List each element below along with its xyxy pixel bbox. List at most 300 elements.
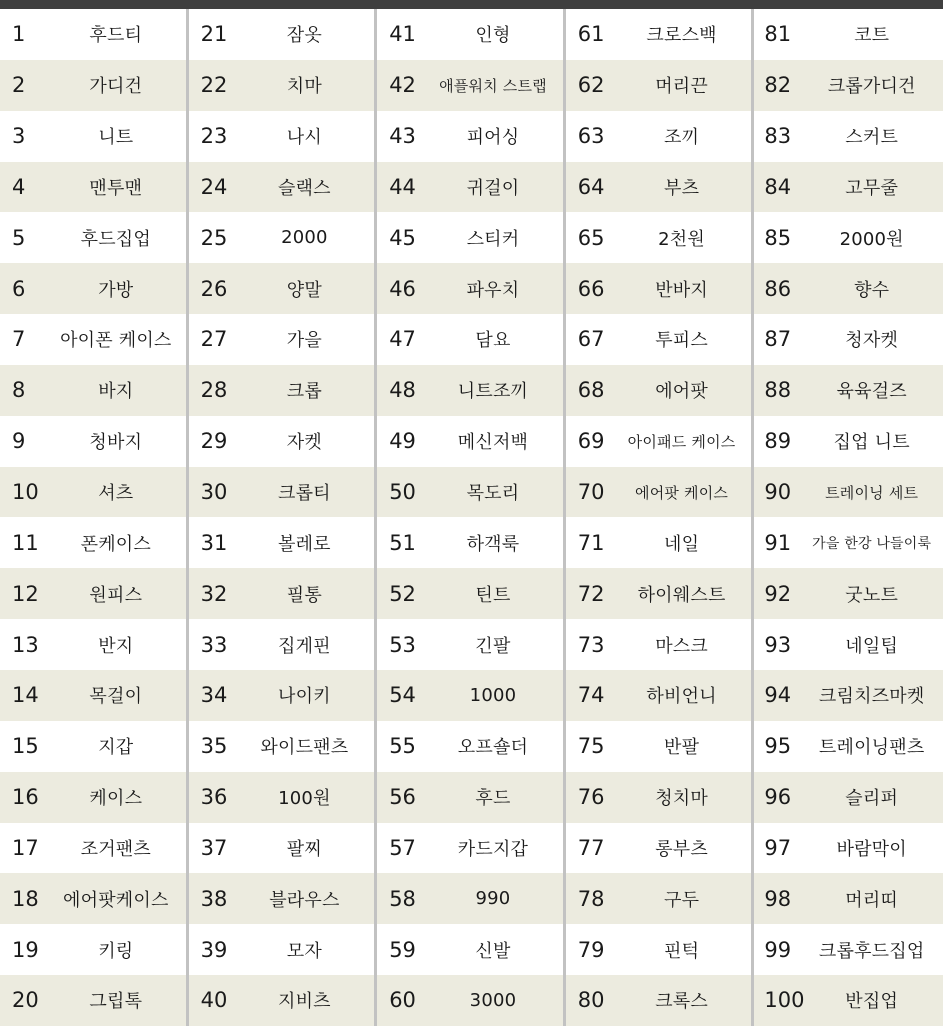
rank-number: 44 <box>389 174 416 199</box>
rank-number: 17 <box>12 835 39 860</box>
rank-number: 42 <box>389 73 416 98</box>
rank-number: 99 <box>764 937 792 962</box>
table-row <box>377 975 563 1026</box>
keyword-label: 피어싱 <box>466 127 520 149</box>
rank-number: 31 <box>200 530 228 555</box>
keyword-label: 하객룩 <box>466 533 520 555</box>
table-row <box>566 314 752 365</box>
ranking-column-2 <box>189 9 378 1026</box>
keyword-label: 2000 <box>281 227 328 249</box>
table-row <box>189 467 375 518</box>
table-row <box>754 772 943 823</box>
rank-number: 48 <box>389 378 416 403</box>
rank-number: 57 <box>389 835 416 860</box>
table-row <box>377 416 563 467</box>
keyword-label: 조끼 <box>663 127 700 149</box>
rank-number: 34 <box>200 683 228 708</box>
rank-number: 92 <box>764 581 792 606</box>
keyword-label: 슬랙스 <box>278 177 331 199</box>
table-row <box>566 619 752 670</box>
ranking-column-3 <box>377 9 566 1026</box>
rank-number: 24 <box>200 174 228 199</box>
keyword-label: 크로스백 <box>646 25 717 47</box>
keyword-label: 아이폰 케이스 <box>60 330 172 352</box>
table-row <box>566 873 752 924</box>
rank-number: 75 <box>577 734 605 759</box>
rank-number: 35 <box>200 734 228 759</box>
rank-number: 32 <box>200 581 228 606</box>
rank-number: 18 <box>12 886 39 911</box>
rank-number: 8 <box>12 378 26 403</box>
keyword-label: 크록스 <box>655 991 708 1013</box>
keyword-label: 바람막이 <box>836 838 907 860</box>
keyword-label: 고무줄 <box>845 177 899 199</box>
table-row <box>754 263 943 314</box>
rank-number: 6 <box>12 276 26 301</box>
rank-number: 46 <box>389 276 416 301</box>
table-row <box>189 416 375 467</box>
table-row <box>0 9 186 60</box>
table-row <box>566 263 752 314</box>
keyword-label: 후드 <box>475 788 511 810</box>
keyword-label: 후드집업 <box>80 228 151 250</box>
keyword-label: 하비언니 <box>646 686 717 708</box>
table-row <box>377 873 563 924</box>
table-row <box>566 111 752 162</box>
keyword-label: 청바지 <box>89 432 143 454</box>
table-row <box>377 823 563 874</box>
keyword-label: 신발 <box>475 940 511 962</box>
table-row <box>377 60 563 111</box>
keyword-label: 애플워치 스트랩 <box>439 76 547 95</box>
keyword-label: 2천원 <box>658 228 705 250</box>
table-row <box>0 924 186 975</box>
rank-number: 27 <box>200 327 228 352</box>
rank-number: 26 <box>200 276 228 301</box>
table-row <box>754 9 943 60</box>
rank-number: 45 <box>389 225 416 250</box>
table-row <box>377 9 563 60</box>
table-row <box>377 365 563 416</box>
table-row <box>0 162 186 213</box>
rank-number: 88 <box>764 378 792 403</box>
rank-number: 21 <box>200 22 228 47</box>
keyword-label: 집업 니트 <box>833 432 910 454</box>
rank-number: 85 <box>764 225 792 250</box>
rank-number: 60 <box>389 988 416 1013</box>
keyword-label: 육육걸즈 <box>836 381 907 403</box>
table-row <box>189 9 375 60</box>
table-row <box>377 212 563 263</box>
table-row <box>566 823 752 874</box>
ranking-column-5 <box>754 9 943 1026</box>
table-row <box>189 60 375 111</box>
table-row <box>566 212 752 263</box>
table-row <box>189 365 375 416</box>
table-row <box>754 517 943 568</box>
keyword-label: 굿노트 <box>845 584 899 606</box>
table-row <box>189 162 375 213</box>
table-row <box>189 823 375 874</box>
keyword-label: 담요 <box>475 330 511 352</box>
rank-number: 13 <box>12 632 39 657</box>
rank-number: 68 <box>577 378 605 403</box>
table-row <box>0 416 186 467</box>
table-row <box>754 619 943 670</box>
keyword-label: 크롭 <box>286 381 322 403</box>
keyword-label: 잠옷 <box>286 25 322 47</box>
table-row <box>377 314 563 365</box>
keyword-label: 롱부츠 <box>655 838 708 860</box>
rank-number: 12 <box>12 581 39 606</box>
table-row <box>0 60 186 111</box>
rank-number: 1 <box>12 22 26 47</box>
table-row <box>566 568 752 619</box>
table-row <box>0 772 186 823</box>
table-row <box>189 670 375 721</box>
rank-number: 70 <box>577 480 605 505</box>
rank-number: 22 <box>200 73 228 98</box>
table-row <box>0 568 186 619</box>
keyword-label: 틴트 <box>475 584 511 606</box>
table-row <box>754 568 943 619</box>
rank-number: 2 <box>12 73 26 98</box>
keyword-label: 목도리 <box>466 483 520 505</box>
rank-number: 20 <box>12 988 39 1013</box>
keyword-label: 팔찌 <box>286 838 322 860</box>
keyword-label: 조거팬츠 <box>80 838 151 860</box>
ranking-column-1 <box>0 9 189 1026</box>
table-row <box>189 873 375 924</box>
rank-number: 14 <box>12 683 39 708</box>
rank-number: 37 <box>200 835 228 860</box>
rank-number: 86 <box>764 276 792 301</box>
rank-number: 11 <box>12 530 39 555</box>
rank-number: 65 <box>577 225 605 250</box>
keyword-label: 지갑 <box>98 737 134 759</box>
keyword-label: 투피스 <box>655 330 708 352</box>
table-row <box>566 60 752 111</box>
table-row <box>0 365 186 416</box>
rank-number: 63 <box>577 124 605 149</box>
rank-number: 23 <box>200 124 228 149</box>
table-row <box>0 263 186 314</box>
keyword-label: 청치마 <box>655 788 708 810</box>
table-row <box>566 721 752 772</box>
keyword-label: 990 <box>475 888 511 910</box>
table-row <box>189 721 375 772</box>
keyword-label: 카드지갑 <box>457 838 529 860</box>
table-row <box>754 162 943 213</box>
rank-number: 80 <box>577 988 605 1013</box>
table-row <box>0 467 186 518</box>
table-row <box>566 975 752 1026</box>
rank-number: 25 <box>200 225 228 250</box>
rank-number: 72 <box>577 581 605 606</box>
table-row <box>566 416 752 467</box>
rank-number: 74 <box>577 683 605 708</box>
keyword-label: 2000원 <box>839 228 904 250</box>
keyword-label: 하이웨스트 <box>637 584 726 606</box>
rank-number: 66 <box>577 276 605 301</box>
table-row <box>754 721 943 772</box>
keyword-label: 3000 <box>469 989 517 1011</box>
top-bar <box>0 0 943 9</box>
table-row <box>754 670 943 721</box>
rank-number: 39 <box>200 937 228 962</box>
rank-number: 15 <box>12 734 39 759</box>
rank-number: 5 <box>12 225 26 250</box>
table-row <box>377 721 563 772</box>
keyword-label: 오프숄더 <box>457 737 529 759</box>
keyword-label: 1000 <box>469 684 517 706</box>
table-row <box>377 568 563 619</box>
keyword-label: 셔츠 <box>98 483 134 505</box>
table-row <box>377 772 563 823</box>
rank-number: 9 <box>12 429 26 454</box>
keyword-label: 맨투맨 <box>89 177 143 199</box>
keyword-label: 스커트 <box>845 127 899 149</box>
keyword-label: 가디건 <box>89 76 143 98</box>
keyword-label: 슬리퍼 <box>845 788 899 810</box>
rank-number: 89 <box>764 429 792 454</box>
table-row <box>566 365 752 416</box>
rank-number: 87 <box>764 327 792 352</box>
table-row <box>0 111 186 162</box>
keyword-label: 네일팁 <box>845 635 899 657</box>
keyword-label: 니트조끼 <box>457 381 529 403</box>
keyword-label: 에어팟 <box>655 381 708 403</box>
table-row <box>566 9 752 60</box>
rank-number: 90 <box>764 480 792 505</box>
rank-number: 40 <box>200 988 228 1013</box>
keyword-label: 나시 <box>286 127 322 149</box>
keyword-label: 청자켓 <box>845 330 899 352</box>
keyword-label: 크롭티 <box>278 483 331 505</box>
keyword-label: 지비츠 <box>278 991 331 1013</box>
rank-number: 64 <box>577 174 605 199</box>
keyword-label: 귀걸이 <box>466 177 520 199</box>
rank-number: 79 <box>577 937 605 962</box>
keyword-label: 에어팟 케이스 <box>635 483 729 502</box>
rank-number: 16 <box>12 785 39 810</box>
rank-number: 98 <box>764 886 792 911</box>
rank-number: 51 <box>389 530 416 555</box>
rank-number: 58 <box>389 886 416 911</box>
rank-number: 83 <box>764 124 792 149</box>
table-row <box>189 975 375 1026</box>
table-row <box>377 517 563 568</box>
table-row <box>377 670 563 721</box>
keyword-label: 크림치즈마켓 <box>818 686 925 708</box>
keyword-label: 트레이닝 세트 <box>825 483 919 502</box>
keyword-label: 반집업 <box>845 991 899 1013</box>
table-row <box>566 772 752 823</box>
rank-number: 49 <box>389 429 416 454</box>
rank-number: 78 <box>577 886 605 911</box>
rank-number: 81 <box>764 22 792 47</box>
table-row <box>754 823 943 874</box>
table-row <box>754 314 943 365</box>
rank-number: 59 <box>389 937 416 962</box>
table-row <box>0 670 186 721</box>
table-row <box>0 517 186 568</box>
keyword-label: 양말 <box>286 279 322 301</box>
table-row <box>377 619 563 670</box>
keyword-label: 나이키 <box>278 686 331 708</box>
table-row <box>189 772 375 823</box>
rank-number: 96 <box>764 785 792 810</box>
table-row <box>754 212 943 263</box>
keyword-label: 필통 <box>286 584 322 606</box>
table-row <box>0 721 186 772</box>
keyword-label: 부츠 <box>663 177 700 199</box>
keyword-label: 그립톡 <box>89 991 143 1013</box>
table-row <box>754 975 943 1026</box>
rank-number: 7 <box>12 327 26 352</box>
keyword-label: 반지 <box>98 635 134 657</box>
rank-number: 28 <box>200 378 228 403</box>
table-row <box>0 212 186 263</box>
table-row <box>189 924 375 975</box>
rank-number: 76 <box>577 785 605 810</box>
rank-number: 67 <box>577 327 605 352</box>
rank-number: 52 <box>389 581 416 606</box>
keyword-label: 바지 <box>98 381 134 403</box>
table-row <box>566 924 752 975</box>
keyword-label: 코트 <box>854 25 890 47</box>
rank-number: 62 <box>577 73 605 98</box>
keyword-label: 가을 <box>286 330 322 352</box>
rank-number: 55 <box>389 734 416 759</box>
keyword-label: 네일 <box>663 533 700 555</box>
keyword-label: 목걸이 <box>89 686 143 708</box>
rank-number: 47 <box>389 327 416 352</box>
keyword-label: 핀턱 <box>663 940 700 962</box>
rank-number: 91 <box>764 530 792 555</box>
rank-number: 43 <box>389 124 416 149</box>
table-row <box>754 365 943 416</box>
table-row <box>754 111 943 162</box>
rank-number: 94 <box>764 683 792 708</box>
keyword-label: 케이스 <box>89 788 143 810</box>
keyword-label: 치마 <box>286 76 322 98</box>
keyword-label: 가을 한강 나들이룩 <box>812 535 932 552</box>
keyword-label: 자켓 <box>286 432 322 454</box>
table-row <box>754 60 943 111</box>
keyword-label: 크롭가디건 <box>827 76 916 98</box>
keyword-label: 볼레로 <box>278 533 331 555</box>
keyword-label: 니트 <box>98 127 134 149</box>
keyword-label: 머리끈 <box>655 76 708 98</box>
rank-number: 95 <box>764 734 792 759</box>
table-row <box>754 467 943 518</box>
rank-number: 41 <box>389 22 416 47</box>
keyword-label: 머리띠 <box>845 889 899 911</box>
keyword-label: 마스크 <box>655 635 708 657</box>
keyword-label: 구두 <box>663 889 700 911</box>
table-row <box>754 924 943 975</box>
table-row <box>377 111 563 162</box>
table-row <box>754 416 943 467</box>
rank-number: 84 <box>764 174 792 199</box>
table-row <box>377 467 563 518</box>
keyword-label: 키링 <box>98 940 134 962</box>
keyword-label: 인형 <box>475 25 511 47</box>
keyword-label: 집게핀 <box>278 635 331 657</box>
rank-number: 56 <box>389 785 416 810</box>
table-row <box>189 212 375 263</box>
keyword-label: 가방 <box>98 279 134 301</box>
keyword-label: 스티커 <box>466 228 520 250</box>
rank-number: 33 <box>200 632 228 657</box>
rank-number: 97 <box>764 835 792 860</box>
rank-number: 10 <box>12 480 39 505</box>
keyword-label: 파우치 <box>466 279 520 301</box>
rank-number: 61 <box>577 22 605 47</box>
keyword-label: 트레이닝팬츠 <box>818 737 925 759</box>
table-row <box>377 162 563 213</box>
keyword-label: 긴팔 <box>475 635 511 657</box>
rank-number: 82 <box>764 73 792 98</box>
table-row <box>0 873 186 924</box>
rank-number: 38 <box>200 886 228 911</box>
keyword-label: 크롭후드집업 <box>818 940 925 962</box>
rank-number: 73 <box>577 632 605 657</box>
table-row <box>566 517 752 568</box>
keyword-label: 향수 <box>854 279 890 301</box>
rank-number: 36 <box>200 785 228 810</box>
table-row <box>189 111 375 162</box>
keyword-label: 에어팟케이스 <box>63 889 169 911</box>
table-row <box>377 924 563 975</box>
table-row <box>377 263 563 314</box>
rank-number: 50 <box>389 480 416 505</box>
table-row <box>0 975 186 1026</box>
rank-number: 53 <box>389 632 416 657</box>
rank-number: 29 <box>200 429 228 454</box>
table-row <box>0 823 186 874</box>
rank-number: 71 <box>577 530 605 555</box>
table-row <box>189 263 375 314</box>
rank-number: 77 <box>577 835 605 860</box>
keyword-label: 후드티 <box>89 25 143 47</box>
table-row <box>189 314 375 365</box>
keyword-label: 모자 <box>286 940 322 962</box>
keyword-label: 와이드팬츠 <box>260 737 349 759</box>
keyword-label: 폰케이스 <box>80 533 151 555</box>
table-row <box>0 314 186 365</box>
rank-number: 54 <box>389 683 416 708</box>
rank-number: 4 <box>12 174 26 199</box>
rank-number: 93 <box>764 632 792 657</box>
rank-number: 3 <box>12 124 26 149</box>
keyword-label: 메신저백 <box>457 432 529 454</box>
table-row <box>754 873 943 924</box>
rank-number: 100 <box>764 988 805 1013</box>
keyword-label: 아이패드 케이스 <box>627 432 736 451</box>
table-row <box>566 467 752 518</box>
table-row <box>189 619 375 670</box>
keyword-label: 블라우스 <box>269 889 340 911</box>
keyword-label: 원피스 <box>89 584 143 606</box>
table-row <box>189 568 375 619</box>
table-row <box>566 162 752 213</box>
table-row <box>566 670 752 721</box>
table-row <box>189 517 375 568</box>
keyword-label: 반팔 <box>663 737 700 759</box>
keyword-label: 100원 <box>278 788 331 810</box>
